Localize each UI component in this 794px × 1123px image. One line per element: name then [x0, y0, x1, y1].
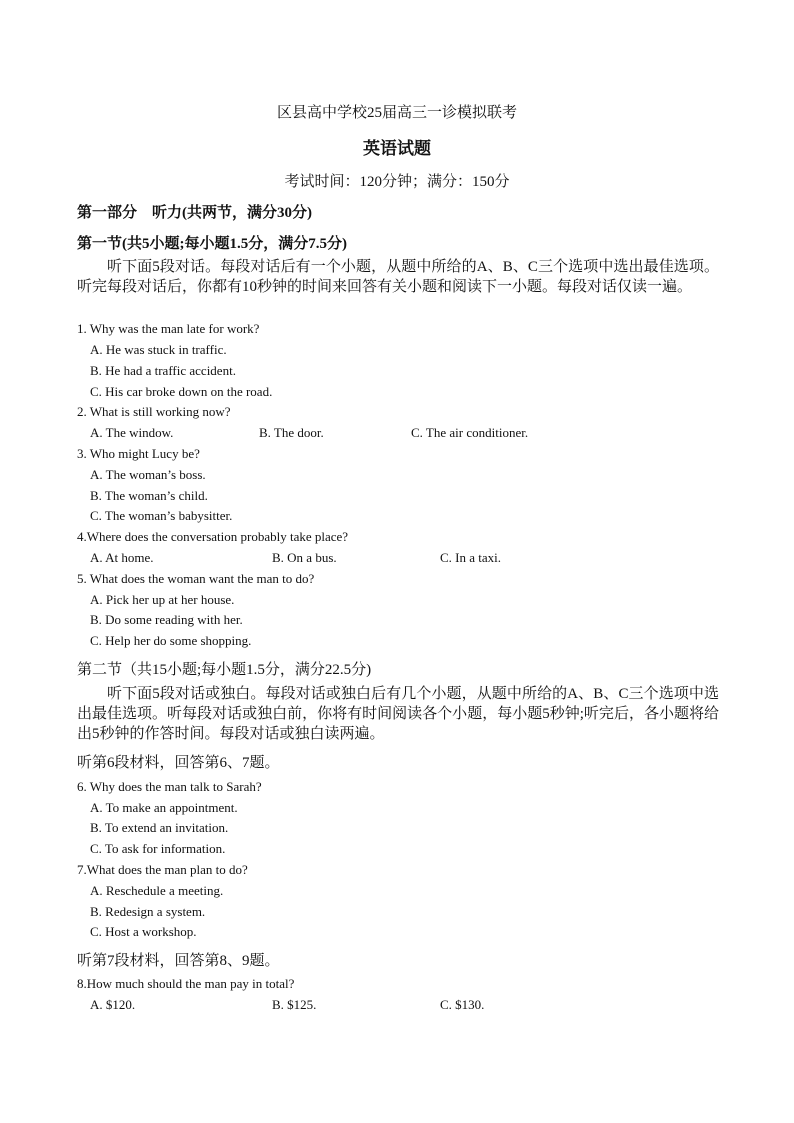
q5-option-b: B. Do some reading with her.	[90, 612, 243, 627]
question-7: 7.What does the man plan to do?	[77, 862, 248, 877]
q6-option-b: B. To extend an invitation.	[90, 820, 229, 835]
q7-option-b: B. Redesign a system.	[90, 904, 206, 919]
q8-option-a: A. $120.	[90, 997, 136, 1012]
q1-option-b: B. He had a traffic accident.	[90, 363, 236, 378]
q5-option-c: C. Help her do some shopping.	[90, 633, 252, 648]
q3-option-c: C. The woman’s babysitter.	[90, 508, 233, 523]
subject-title: 英语试题	[363, 139, 431, 158]
section2-instructions: 听下面5段对话或独白。每段对话或独白后有几个小题，从题中所给的A、B、C三个选项中选出最佳选项。听每段对话或独白前，你将有时间阅读各个小题，每小题5秒钟;听完后，各小题将给出5秒钟的作答时间。每段对话或独白读两遍。	[77, 686, 719, 742]
q4-option-b: B. On a bus.	[272, 550, 337, 565]
question-6: 6. Why does the man talk to Sarah?	[77, 779, 262, 794]
q2-option-c: C. The air conditioner.	[411, 425, 529, 440]
question-2: 2. What is still working now?	[77, 404, 231, 419]
q2-option-b: B. The door.	[259, 425, 324, 440]
q8-option-c: C. $130.	[440, 997, 485, 1012]
question-3: 3. Who might Lucy be?	[77, 446, 200, 461]
q8-option-b: B. $125.	[272, 997, 317, 1012]
q6-option-c: C. To ask for information.	[90, 841, 226, 856]
question-1: 1. Why was the man late for work?	[77, 321, 260, 336]
section1-heading: 第一节(共5小题;每小题1.5分，满分7.5分)	[77, 236, 347, 252]
q1-option-c: C. His car broke down on the road.	[90, 384, 273, 399]
school-title: 区县高中学校25届高三一诊模拟联考	[276, 105, 517, 121]
q3-option-b: B. The woman’s child.	[90, 488, 208, 503]
q7-option-c: C. Host a workshop.	[90, 924, 197, 939]
section2-heading: 第二节（共15小题;每小题1.5分，满分22.5分)	[77, 662, 372, 678]
question-5: 5. What does the woman want the man to do?	[77, 571, 315, 586]
q7-option-a: A. Reschedule a meeting.	[90, 883, 224, 898]
part1-heading: 第一部分 听力(共两节，满分30分)	[77, 205, 312, 221]
question-8: 8.How much should the man pay in total?	[77, 976, 295, 991]
q6-option-a: A. To make an appointment.	[90, 800, 238, 815]
q4-option-a: A. At home.	[90, 550, 154, 565]
q4-option-c: C. In a taxi.	[440, 550, 502, 565]
q2-option-a: A. The window.	[90, 425, 174, 440]
q5-option-a: A. Pick her up at her house.	[90, 592, 235, 607]
section1-instructions: 听下面5段对话。每段对话后有一个小题，从题中所给的A、B、C三个选项中选出最佳选项。听完每段对话后，你都有10秒钟的时间来回答有关小题和阅读下一小题。每段对话仅读一遍。	[77, 259, 719, 295]
q1-option-a: A. He was stuck in traffic.	[90, 342, 227, 357]
group1-note: 听第6段材料，回答第6、7题。	[77, 755, 280, 771]
question-4: 4.Where does the conversation probably take place?	[77, 529, 349, 544]
q3-option-a: A. The woman’s boss.	[90, 467, 206, 482]
group2-note: 听第7段材料，回答第8、9题。	[77, 953, 280, 969]
exam-info: 考试时间：120分钟；满分：150分	[284, 174, 510, 190]
